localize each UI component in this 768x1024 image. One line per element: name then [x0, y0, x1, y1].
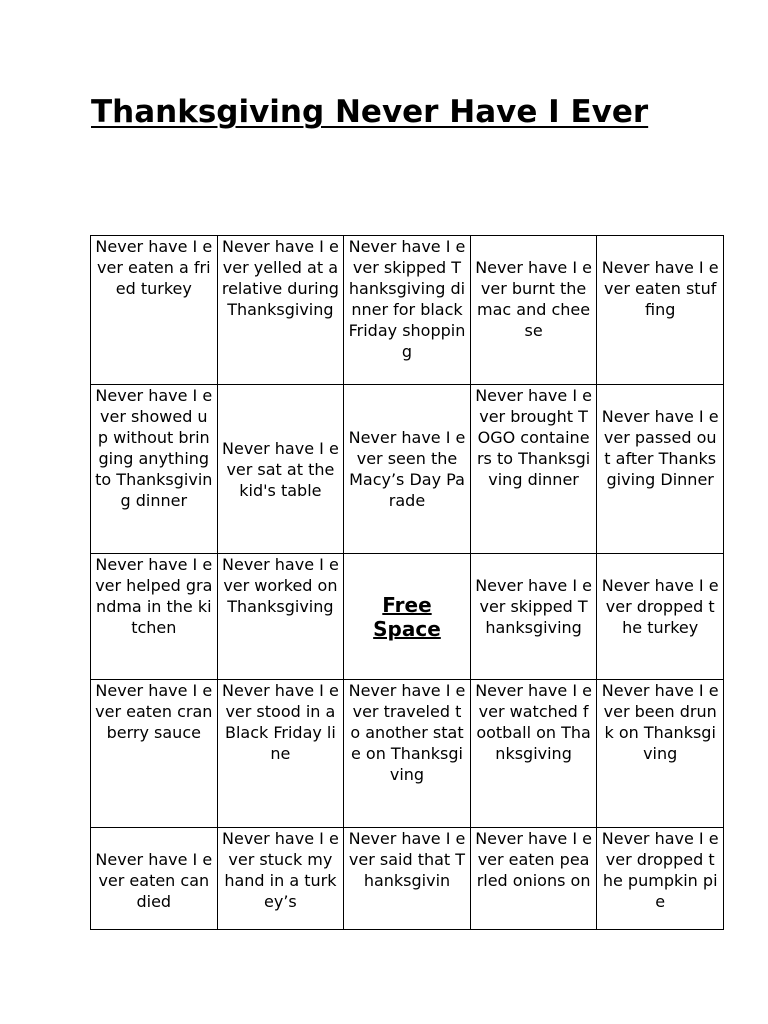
cell-text: Never have I ever dropped the turkey: [601, 576, 719, 637]
cell-text: Never have I ever skipped Thanksgiving: [475, 576, 592, 637]
cell-text: Never have I ever yelled at a relative during Thanksgiving: [221, 237, 339, 319]
cell-text: Never have I ever seen the Macy’s Day Parade: [348, 428, 466, 510]
grid-cell: [470, 236, 597, 385]
cell-text: Never have I ever eaten stuffing: [601, 258, 719, 319]
grid-cell: [597, 236, 724, 385]
cell-text: Never have I ever passed out after Thanksgiving Dinner: [601, 407, 719, 489]
grid-row-3: [91, 554, 724, 680]
page-title: Thanksgiving Never Have I Ever: [91, 94, 649, 130]
grid-cell: [217, 828, 344, 930]
cell-text: Never have I ever watched football on Thanksgiving: [475, 681, 592, 763]
grid-cell: [91, 554, 218, 680]
cell-text: Never have I ever helped grandma in the kitchen: [95, 555, 213, 637]
cell-text: Never have I ever worked on Thanksgiving: [222, 555, 339, 616]
cell-text: Never have I ever showed up without bringing anything to Thanksgiving dinner: [95, 386, 213, 510]
grid-cell: [217, 554, 344, 680]
grid-row-4: [91, 680, 724, 828]
cell-text: Never have I ever dropped the pumpkin pie: [601, 829, 719, 911]
grid-cell: [470, 554, 597, 680]
grid-cell: [91, 828, 218, 930]
bingo-grid: [90, 235, 724, 930]
cell-text: Never have I ever skipped Thanksgiving dinner for black Friday shopping: [348, 237, 466, 361]
grid-row-1: [91, 236, 724, 385]
cell-text: Never have I ever eaten pearled onions on: [475, 829, 592, 890]
cell-text: Never have I ever eaten candied: [95, 850, 213, 911]
grid-cell: [344, 385, 471, 554]
free-space-cell: [344, 554, 471, 680]
cell-text: Never have I ever sat at the kid's table: [222, 438, 339, 500]
cell-text: Never have I ever brought TOGO containers to Thanksgiving dinner: [475, 386, 592, 489]
cell-text: Never have I ever traveled to another state on Thanksgiving: [348, 681, 466, 784]
grid-cell: [470, 680, 597, 828]
grid-cell: [597, 828, 724, 930]
cell-text: Never have I ever stood in a Black Friday line: [222, 681, 339, 763]
grid-cell: [470, 385, 597, 554]
grid-cell: [597, 554, 724, 680]
cell-text: Never have I ever been drunk on Thanksgiving: [601, 681, 719, 763]
cell-text: Never have I ever said that Thanksgivin: [348, 829, 466, 890]
grid-cell: [597, 385, 724, 554]
free-space-label: Free Space: [373, 592, 441, 641]
grid-row-5: [91, 828, 724, 930]
cell-text: Never have I ever stuck my hand in a turkey’s: [222, 829, 339, 911]
cell-text: Never have I ever burnt the mac and cheese: [475, 258, 592, 340]
grid-cell: [217, 385, 344, 554]
grid-cell: [597, 680, 724, 828]
grid-cell: [217, 680, 344, 828]
grid-cell: [91, 680, 218, 828]
cell-text: Never have I ever eaten cranberry sauce: [95, 681, 213, 742]
grid-cell: [344, 828, 471, 930]
grid-cell: [217, 236, 344, 385]
grid-cell: [470, 828, 597, 930]
grid-row-2: [91, 385, 724, 554]
grid-cell: [91, 236, 218, 385]
grid-cell: [344, 680, 471, 828]
grid-cell: [344, 236, 471, 385]
grid-cell: [91, 385, 218, 554]
cell-text: Never have I ever eaten a fried turkey: [95, 237, 213, 298]
